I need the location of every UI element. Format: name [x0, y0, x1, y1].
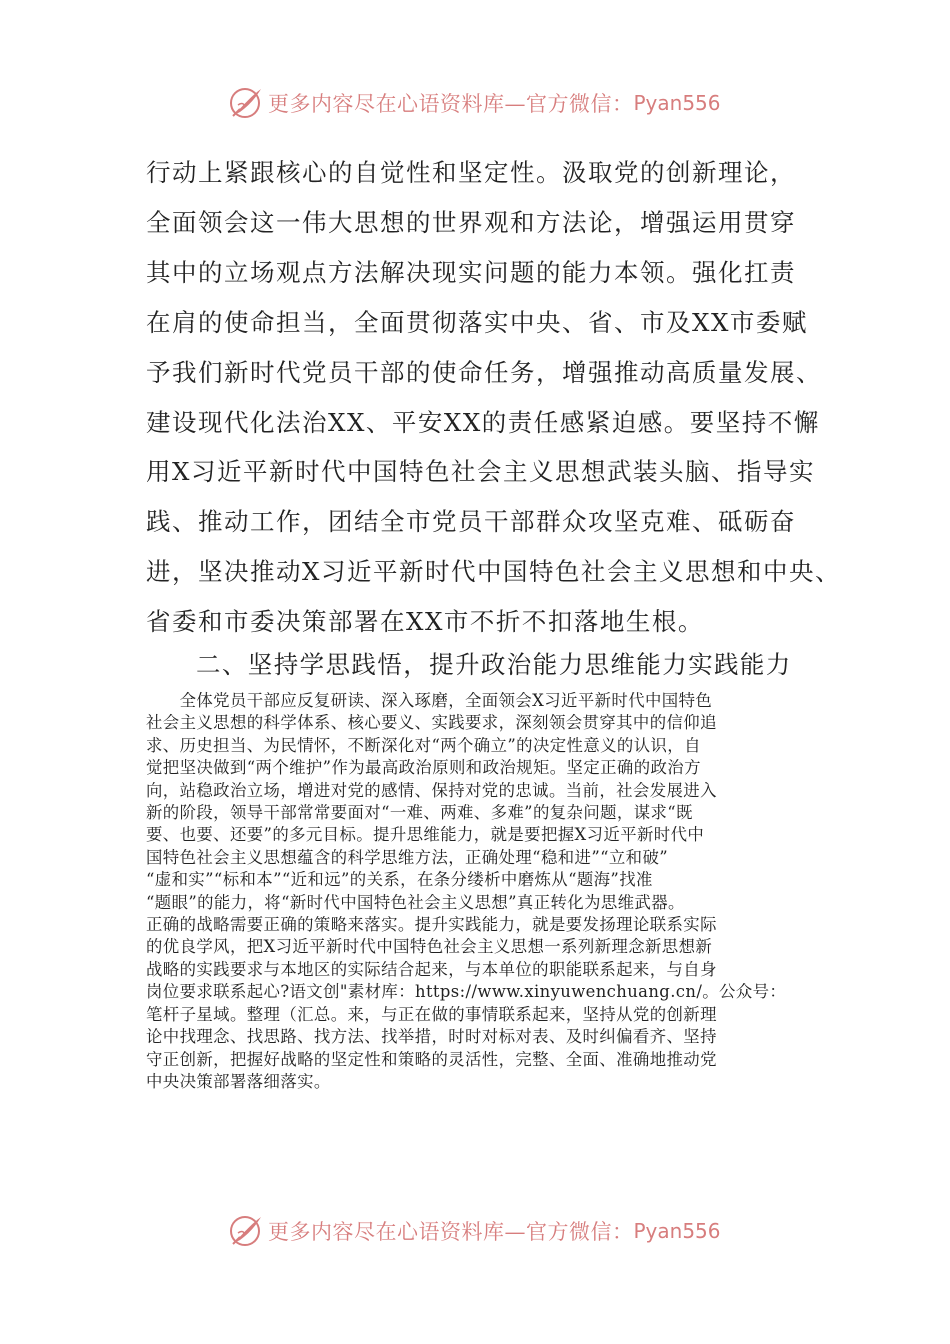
body-line: 论中找理念、找思路、找方法、找举措，时时对标对表、及时纠偏看齐、坚持	[146, 1027, 717, 1047]
paragraph-line: 进，坚决推动X习近平新时代中国特色社会主义思想和中央、	[146, 557, 841, 587]
body-line: 觉把坚决做到“两个维护”作为最高政治原则和政治规矩。坚定正确的政治方	[146, 758, 701, 778]
body-line: 的优良学风，把X习近平新时代中国特色社会主义思想一系列新理念新思想新	[146, 937, 713, 957]
paragraph-line: 予我们新时代党员干部的使命任务，增强推动高质量发展、	[146, 357, 822, 387]
body-line: “虚和实”“标和本”“近和远”的关系，在条分缕析中磨炼从“题海”找准	[146, 870, 653, 890]
body-paragraph	[146, 690, 806, 1093]
body-line: 国特色社会主义思想蕴含的科学思维方法，正确处理“稳和进”“立和破”	[146, 847, 669, 867]
body-line: 笔杆子星域。整理（汇总。来，与正在做的事情联系起来，坚持从党的创新理	[146, 1004, 717, 1024]
body-line: 岗位要求联系起心?语文创"素材库：https://www.xinyuwenchuang.cn/。公众号：	[146, 982, 787, 1002]
paragraph-line: 省委和市委决策部署在XX市不折不扣落地生根。	[146, 607, 704, 637]
body-line: 战略的实践要求与本地区的实际结合起来，与本单位的职能联系起来，与自身	[146, 959, 717, 979]
section-heading: 二、坚持学思践悟，提升政治能力思维能力实践能力	[196, 650, 792, 679]
watermark-wechat-id: Pyan556	[633, 91, 721, 115]
paragraph-line: 行动上紧跟核心的自觉性和坚定性。汲取党的创新理论，	[146, 158, 796, 187]
body-line: 要、也要、还要”的多元目标。提升思维能力，就是要把握X习近平新时代中	[146, 825, 705, 845]
paragraph-line: 其中的立场观点方法解决现实问题的能力本领。强化扛责	[146, 257, 796, 287]
watermark-wechat-id: Pyan556	[633, 1219, 721, 1243]
watermark-footer	[228, 1213, 721, 1249]
watermark-header	[228, 85, 721, 121]
quill-logo-icon	[228, 85, 264, 121]
main-paragraph	[146, 148, 841, 647]
body-line: 正确的战略需要正确的策略来落实。提升实践能力，就是要发扬理论联系实际	[146, 915, 717, 935]
body-line: 全体党员干部应反复研读、深入琢磨，全面领会X习近平新时代中国特色	[146, 691, 713, 710]
paragraph-line: 在肩的使命担当，全面贯彻落实中央、省、市及XX市委赋	[146, 307, 808, 337]
body-line: 求、历史担当、为民情怀，不断深化对“两个确立”的决定性意义的认识，自	[146, 735, 701, 755]
body-line: 社会主义思想的科学体系、核心要义、实践要求，深刻领会贯穿其中的信仰追	[146, 713, 717, 733]
quill-logo-icon	[228, 1213, 264, 1249]
paragraph-line: 建设现代化法治XX、平安XX的责任感紧迫感。要坚持不懈	[146, 407, 820, 437]
watermark-text: 更多内容尽在心语资料库—官方微信：	[268, 92, 634, 116]
watermark-text: 更多内容尽在心语资料库—官方微信：	[268, 1220, 634, 1244]
paragraph-line: 践、推动工作，团结全市党员干部群众攻坚克难、砥砺奋	[146, 507, 796, 537]
paragraph-line: 用X习近平新时代中国特色社会主义思想武装头脑、指导实	[146, 457, 815, 487]
body-line: 中央决策部署落细落实。	[146, 1071, 331, 1091]
body-line: 新的阶段，领导干部常常要面对“一难、两难、多难”的复杂问题，谋求“既	[146, 803, 693, 823]
body-line: 向，站稳政治立场，增进对党的感情、保持对党的忠诚。当前，社会发展进入	[146, 780, 717, 800]
body-line: 守正创新，把握好战略的坚定性和策略的灵活性，完整、全面、准确地推动党	[146, 1049, 717, 1069]
paragraph-line: 全面领会这一伟大思想的世界观和方法论，增强运用贯穿	[146, 207, 796, 237]
body-line: “题眼”的能力，将“新时代中国特色社会主义思想”真正转化为思维武器。	[146, 892, 685, 912]
